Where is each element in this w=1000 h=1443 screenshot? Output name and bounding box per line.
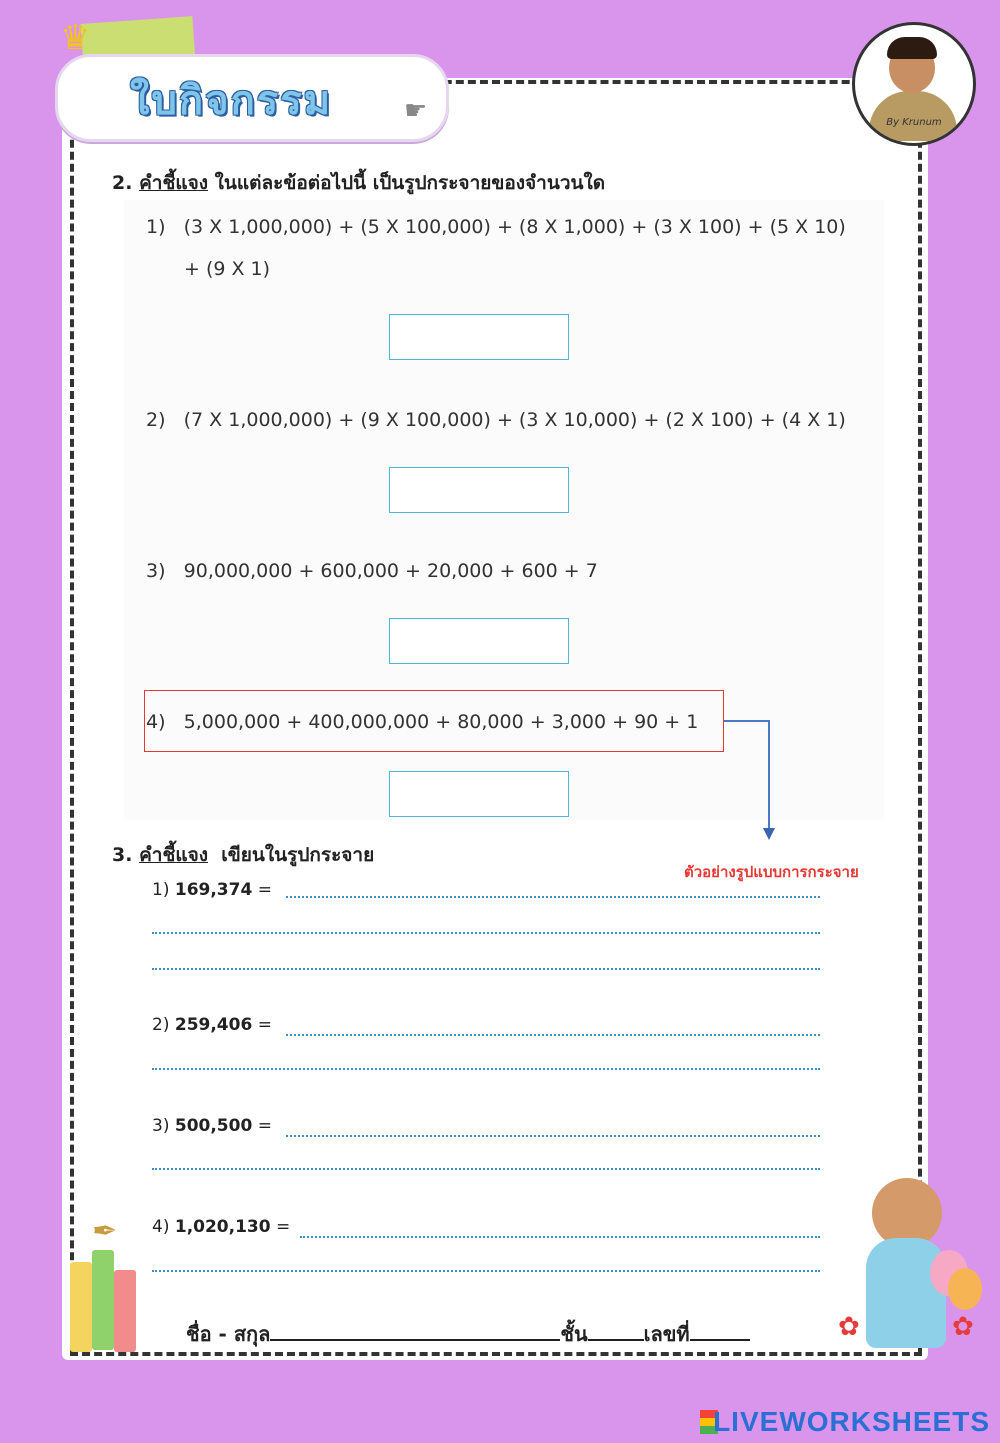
example-label: ตัวอย่างรูปแบบการกระจาย <box>684 863 859 881</box>
arrow-line-vertical <box>768 720 770 832</box>
question-3 <box>146 560 598 582</box>
answer-line-3a[interactable] <box>286 1135 820 1137</box>
answer-line-4a[interactable] <box>300 1236 820 1238</box>
teacher-illustration-body <box>866 1238 946 1348</box>
section-2-label: คำชี้แจง <box>139 172 209 194</box>
arrow-line-horizontal <box>724 720 770 722</box>
name-blank[interactable] <box>270 1321 560 1341</box>
question-3-number: 3) <box>146 560 166 582</box>
section-3-number: 3. <box>112 844 133 866</box>
flower-icon: ✿ <box>838 1312 860 1342</box>
pencil-yellow-icon <box>70 1262 92 1352</box>
avatar-caption: By Krunum <box>886 117 942 128</box>
teacher-avatar <box>852 22 976 146</box>
expand-item-3 <box>152 1116 272 1136</box>
question-1-number: 1) <box>146 216 166 238</box>
section-2-heading <box>112 168 605 198</box>
pointing-hand-icon: ☛ <box>404 96 428 126</box>
expand-item-4-number: 4) <box>152 1217 170 1237</box>
expand-item-3-equals: = <box>257 1116 272 1136</box>
expand-item-2-equals: = <box>257 1015 272 1035</box>
expand-item-4-value: 1,020,130 <box>174 1217 271 1237</box>
answer-line-1a[interactable] <box>286 896 820 898</box>
expand-item-3-value: 500,500 <box>174 1116 253 1136</box>
expand-item-2-value: 259,406 <box>174 1015 253 1035</box>
name-label: ชื่อ - สกุล <box>186 1322 271 1346</box>
class-label: ชั้น <box>560 1322 588 1346</box>
arrow-down-icon <box>763 828 775 840</box>
answer-box-1[interactable] <box>389 314 569 360</box>
answer-line-2b[interactable] <box>152 1068 820 1070</box>
question-4-number: 4) <box>146 711 166 733</box>
balloon-orange-icon <box>948 1268 982 1310</box>
class-blank[interactable] <box>588 1321 644 1341</box>
answer-line-1b[interactable] <box>152 932 820 934</box>
expand-item-4-equals: = <box>275 1217 291 1237</box>
question-4 <box>146 711 698 733</box>
number-label: เลขที่ <box>643 1322 690 1346</box>
question-3-text: 90,000,000 + 600,000 + 20,000 + 600 + 7 <box>183 560 598 582</box>
expand-item-1-equals: = <box>257 880 272 900</box>
answer-line-1c[interactable] <box>152 968 820 970</box>
expand-item-3-number: 3) <box>152 1116 170 1136</box>
student-info-line <box>186 1318 750 1350</box>
crown-icon: ♛ <box>60 18 91 58</box>
liveworksheets-brand[interactable]: LIVEWORKSHEETS <box>713 1406 990 1437</box>
question-2-text: (7 X 1,000,000) + (9 X 100,000) + (3 X 10,000) + (2 X 100) + (4 X 1) <box>183 409 846 431</box>
number-blank[interactable] <box>690 1321 750 1341</box>
answer-box-4[interactable] <box>389 771 569 817</box>
section-3-heading <box>112 840 374 870</box>
question-2-number: 2) <box>146 409 166 431</box>
answer-box-2[interactable] <box>389 467 569 513</box>
question-4-text: 5,000,000 + 400,000,000 + 80,000 + 3,000 + 90 + 1 <box>183 711 699 733</box>
avatar-body <box>869 91 957 141</box>
flower-icon-2: ✿ <box>952 1312 974 1342</box>
section-3-instruction: เขียนในรูปกระจาย <box>221 844 375 866</box>
section-3-label: คำชี้แจง <box>139 844 209 866</box>
section-2-number: 2. <box>112 172 133 194</box>
question-2 <box>146 409 846 431</box>
expand-item-2-number: 2) <box>152 1015 170 1035</box>
expand-item-1-number: 1) <box>152 880 170 900</box>
answer-box-3[interactable] <box>389 618 569 664</box>
expand-item-4 <box>152 1217 290 1237</box>
question-1-continuation: + (9 X 1) <box>184 258 271 280</box>
expand-item-1-value: 169,374 <box>174 880 253 900</box>
worksheet-title: ใบกิจกรรม <box>130 78 333 124</box>
section-2-instruction: ในแต่ละข้อต่อไปนี้ เป็นรูปกระจายของจำนวนใด <box>214 172 606 194</box>
expand-item-1 <box>152 880 272 900</box>
question-1-text: (3 X 1,000,000) + (5 X 100,000) + (8 X 1,000) + (3 X 100) + (5 X 10) <box>183 216 846 238</box>
expand-item-2 <box>152 1015 272 1035</box>
answer-line-4b[interactable] <box>152 1270 820 1272</box>
pencil-green-icon <box>92 1250 114 1350</box>
pencil-red-icon <box>114 1270 136 1352</box>
question-1 <box>146 216 846 238</box>
answer-line-2a[interactable] <box>286 1034 820 1036</box>
answer-line-3b[interactable] <box>152 1168 820 1170</box>
avatar-hair <box>887 37 937 59</box>
fountain-pen-icon: ✒ <box>92 1214 118 1249</box>
